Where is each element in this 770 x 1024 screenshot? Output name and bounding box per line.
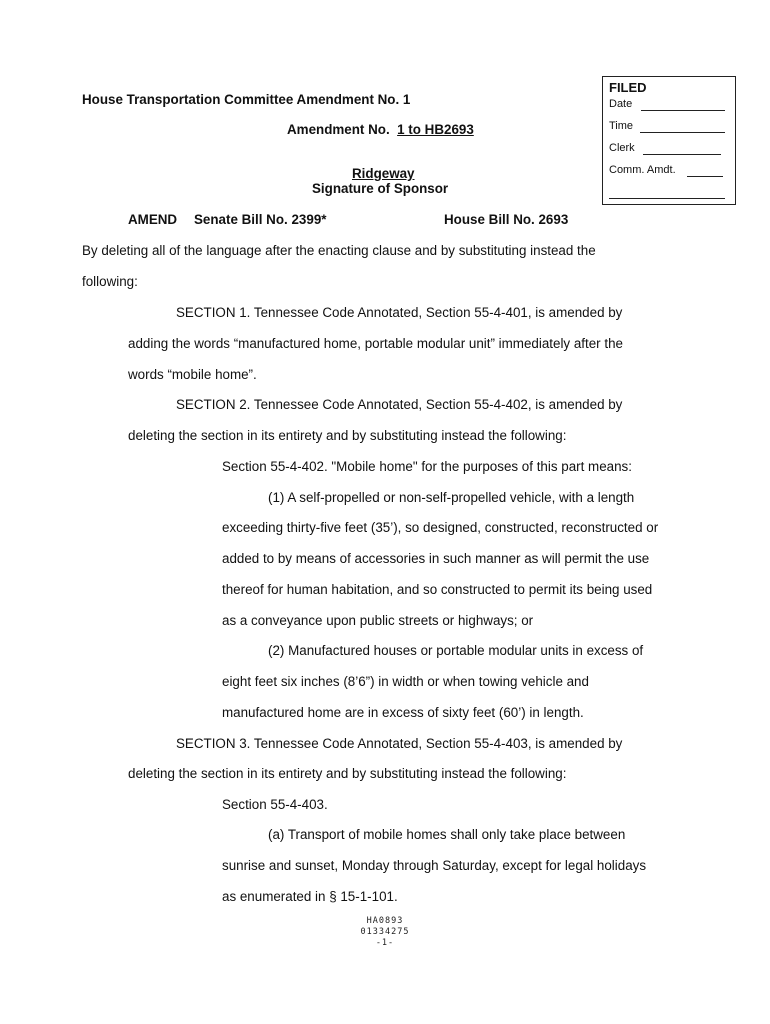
section-1-heading: SECTION 1. Tennessee Code Annotated, Section 55-4-401, is amended by (176, 305, 623, 320)
body-line: exceeding thirty-five feet (35’), so designed, constructed, reconstructed or (222, 520, 659, 535)
filed-time-label: Time (609, 120, 634, 132)
body-line: deleting the section in its entirety and by substituting instead the following: (128, 428, 567, 443)
filed-comm-amdt-line (687, 176, 723, 177)
footer-code-1: HA0893 (366, 916, 404, 926)
body-line: thereof for human habitation, and so constructed to permit its being used (222, 582, 653, 597)
body-line: sunrise and sunset, Monday through Saturday, except for legal holidays (222, 858, 647, 873)
section-55-4-403-text: Section 55-4-403. (222, 797, 328, 812)
amend-label: AMEND (128, 212, 178, 227)
sponsor-name: Ridgeway (352, 166, 415, 181)
filed-date-label: Date (609, 98, 633, 110)
filed-clerk-label: Clerk (609, 142, 635, 154)
sponsor-signature-caption: Signature of Sponsor (312, 181, 449, 196)
filed-extra-line (609, 198, 725, 199)
body-line: adding the words “manufactured home, portable modular unit” immediately after the (128, 336, 623, 351)
amendment-number-line (287, 122, 474, 137)
body-line: deleting the section in its entirety and by substituting instead the following: (128, 766, 567, 781)
body-line: By deleting all of the language after the enacting clause and by substituting instead the (82, 243, 596, 258)
body-line: manufactured home are in excess of sixty feet (60’) in length. (222, 705, 584, 720)
filed-box (602, 76, 736, 205)
filed-date-line (641, 110, 725, 111)
body-line: words “mobile home”. (128, 367, 257, 382)
amendment-reference: 1 to HB2693 (397, 122, 474, 137)
body-line: following: (82, 274, 138, 289)
section-55-4-402-text: Section 55-4-402. "Mobile home" for the purposes of this part means: (222, 459, 632, 474)
clause-2: (2) Manufactured houses or portable modular units in excess of (268, 643, 644, 658)
filed-clerk-line (643, 154, 721, 155)
body-line: eight feet six inches (8’6”) in width or when towing vehicle and (222, 674, 589, 689)
page-number: -1- (375, 938, 395, 948)
filed-title: FILED (609, 80, 647, 95)
committee-amendment-title: House Transportation Committee Amendment No. 1 (82, 92, 411, 107)
amendment-number-label: Amendment No. (287, 122, 390, 137)
section-2-heading: SECTION 2. Tennessee Code Annotated, Section 55-4-402, is amended by (176, 397, 623, 412)
clause-1: (1) A self-propelled or non-self-propelled vehicle, with a length (268, 490, 635, 505)
filed-comm-amdt-label: Comm. Amdt. (609, 164, 676, 176)
senate-bill-number: Senate Bill No. 2399* (194, 212, 327, 227)
body-line: as enumerated in § 15-1-101. (222, 889, 398, 904)
body-line: added to by means of accessories in such manner as will permit the use (222, 551, 650, 566)
house-bill-number: House Bill No. 2693 (444, 212, 569, 227)
footer-code-2: 01334275 (360, 927, 410, 937)
section-3-heading: SECTION 3. Tennessee Code Annotated, Section 55-4-403, is amended by (176, 736, 623, 751)
clause-a: (a) Transport of mobile homes shall only take place between (268, 827, 626, 842)
filed-time-line (640, 132, 725, 133)
body-line: as a conveyance upon public streets or highways; or (222, 613, 534, 628)
